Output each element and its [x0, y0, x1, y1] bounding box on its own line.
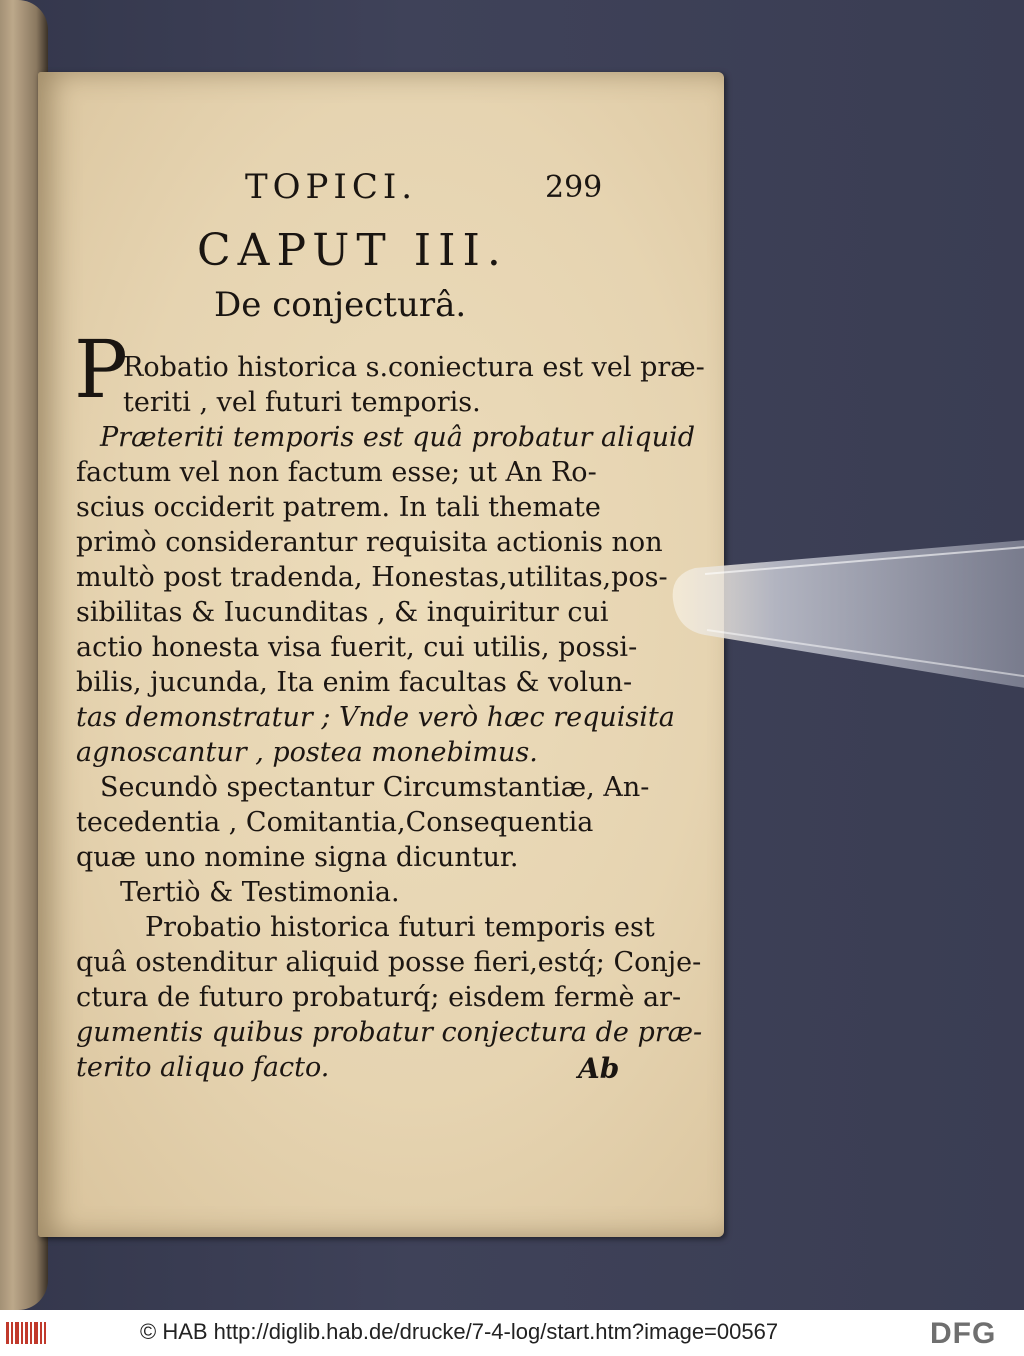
text-line: primò considerantur requisita actionis non: [76, 527, 663, 558]
text-line: scius occiderit patrem. In tali themate: [76, 492, 601, 523]
running-head: TOPICI.: [245, 167, 418, 207]
drop-cap: P: [74, 323, 128, 416]
text-line: Præteriti temporis est quâ probatur aliquid: [100, 422, 695, 453]
text-line: Secundò spectantur Circumstantiæ, An-: [100, 772, 650, 803]
text-line: quæ uno nomine signa dicuntur.: [76, 842, 519, 873]
catchword: Ab: [578, 1052, 620, 1085]
text-line: gumentis quibus probatur conjectura de præ-: [76, 1017, 703, 1048]
text-line: tecedentia , Comitantia,Consequentia: [76, 807, 594, 838]
text-line: terito aliquo facto.: [76, 1052, 330, 1083]
chapter-title: CAPUT III.: [197, 225, 508, 276]
text-line: bilis, jucunda, Ita enim facultas & volun-: [76, 667, 633, 698]
text-line: teriti , vel futuri temporis.: [123, 387, 481, 418]
text-line: multò post tradenda, Honestas,utilitas,pos-: [76, 562, 668, 593]
text-line: Tertiò & Testimonia.: [120, 877, 400, 908]
text-line: ctura de futuro probaturq́; eisdem fermè ar-: [76, 982, 682, 1013]
text-line: tas demonstratur ; Vnde verò hæc requisita: [76, 702, 675, 733]
text-line: Probatio historica futuri temporis est: [145, 912, 655, 943]
chapter-subtitle: De conjecturâ.: [214, 285, 467, 325]
copyright-link[interactable]: © HAB http://diglib.hab.de/drucke/7-4-log/start.htm?image=00567: [140, 1319, 779, 1344]
text-line: Robatio historica s.coniectura est vel præ-: [123, 352, 705, 383]
dfg-logo: DFG: [930, 1317, 997, 1350]
text-line: agnoscantur , postea monebimus.: [76, 737, 538, 768]
text-line: actio honesta visa fuerit, cui utilis, possi-: [76, 632, 638, 663]
text-line: quâ ostenditur aliquid posse fieri,estq́; Conje-: [76, 947, 702, 978]
text-line: factum vel non factum esse; ut An Ro-: [76, 457, 597, 488]
glass-page-holder: [665, 530, 1024, 700]
text-line: sibilitas & Iucunditas , & inquiritur cui: [76, 597, 609, 628]
hab-barcode-logo-icon: [6, 1320, 46, 1346]
page-number: 299: [545, 170, 603, 205]
footer-bar: [0, 1310, 1024, 1356]
